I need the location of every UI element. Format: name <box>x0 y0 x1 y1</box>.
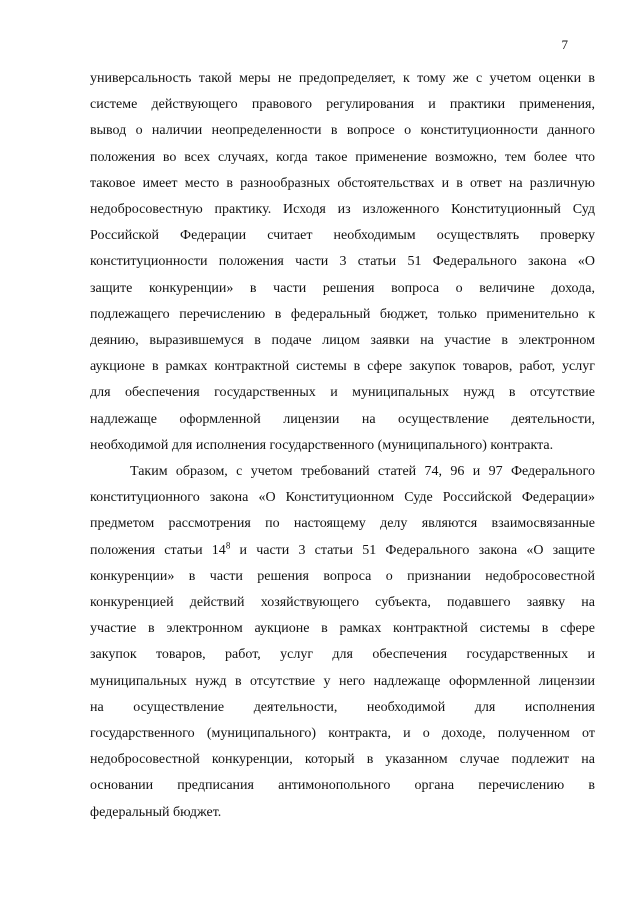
article-superscript: 8 <box>225 540 231 550</box>
document-body <box>90 66 595 826</box>
paragraph-1-line: подлежащего перечислению в федеральный бюджет, только применительно к <box>90 306 595 322</box>
paragraph-2-line: Таким образом, с учетом требований статей 74, 96 и 97 Федерального <box>130 464 595 480</box>
paragraph-2-line: муниципальных нужд в отсутствие у него надлежаще оформленной лицензии <box>90 673 595 689</box>
paragraph-2-line: государственного (муниципального) контракта, и о доходе, полученном от <box>90 726 595 742</box>
paragraph-1-line: деянию, выразившемуся в подаче лицом заявки на участие в электронном <box>90 333 595 349</box>
paragraph-1-line: недобросовестную практику. Исходя из изложенного Конституционный Суд <box>90 202 595 218</box>
paragraph-2-line: участие в электронном аукционе в рамках контрактной системы в сфере <box>90 621 595 637</box>
paragraph-1-line: необходимой для исполнения государственного (муниципального) контракта. <box>90 437 554 453</box>
paragraph-2-line: федеральный бюджет. <box>90 804 222 820</box>
paragraph-1-line: универсальность такой меры не предопределяет, к тому же с учетом оценки в <box>90 71 595 86</box>
paragraph-2-text: и части 3 статьи 51 Федерального закона «О защите <box>230 542 595 558</box>
paragraph-2-line-with-footnote <box>90 538 595 564</box>
paragraph-1-line: конституционности положения части 3 статьи 51 Федерального закона «О <box>90 254 595 270</box>
paragraph-1-line: системе действующего правового регулирования и практики применения, <box>90 97 595 113</box>
paragraph-1-line: надлежаще оформленной лицензии на осуществление деятельности, <box>90 411 595 427</box>
paragraph-1-line: для обеспечения государственных и муниципальных нужд в отсутствие <box>90 385 595 401</box>
paragraph-2-line: основании предписания антимонопольного органа перечислению в <box>90 778 595 794</box>
paragraph-2-line: конкуренции» в части решения вопроса о признании недобросовестной <box>90 568 595 584</box>
paragraph-2-line: конституционного закона «О Конституционном Суде Российской Федерации» <box>90 490 595 506</box>
paragraph-1-line: Российской Федерации считает необходимым осуществлять проверку <box>90 228 595 244</box>
paragraph-2-line: конкуренцией действий хозяйствующего субъекта, подавшего заявку на <box>90 595 595 611</box>
paragraph-2-line: предметом рассмотрения по настоящему делу являются взаимосвязанные <box>90 516 595 532</box>
paragraph-1-line: положения во всех случаях, когда такое применение возможно, тем более что <box>90 149 595 165</box>
page-number: 7 <box>561 37 568 52</box>
paragraph-2 <box>90 459 595 826</box>
paragraph-2-line: на осуществление деятельности, необходимой для исполнения <box>90 699 595 715</box>
paragraph-2-line: недобросовестной конкуренции, который в указанном случае подлежит на <box>90 752 595 768</box>
paragraph-2-line: закупок товаров, работ, услуг для обеспечения государственных и <box>90 647 595 663</box>
paragraph-1 <box>90 66 595 459</box>
paragraph-2-text: положения статьи 14 <box>90 542 226 558</box>
paragraph-1-line: таковое имеет место в разнообразных обстоятельствах и в ответ на различную <box>90 175 595 191</box>
paragraph-1-line: аукционе в рамках контрактной системы в сфере закупок товаров, работ, услуг <box>90 359 595 375</box>
paragraph-1-line: защите конкуренции» в части решения вопроса о величине дохода, <box>90 280 595 296</box>
paragraph-1-line: вывод о наличии неопределенности в вопросе о конституционности данного <box>90 123 595 139</box>
